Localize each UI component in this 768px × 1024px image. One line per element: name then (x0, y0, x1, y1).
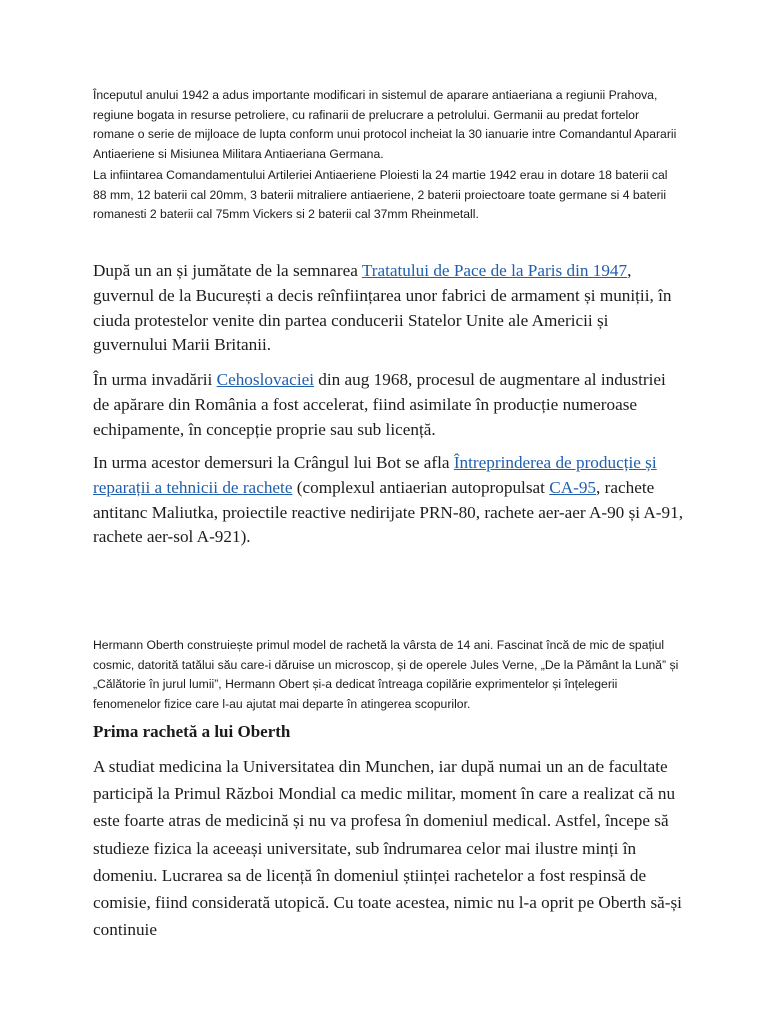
link-paris-peace-treaty[interactable]: Tratatului de Pace de la Paris din 1947 (361, 261, 628, 280)
text-segment: În urma invadării (93, 370, 217, 389)
link-cehoslovaciei[interactable]: Cehoslovaciei (216, 370, 314, 389)
link-ca-95[interactable]: CA-95 (549, 477, 597, 497)
text-segment: In urma acestor demersuri la Crângul lui Bot se afla (93, 453, 454, 472)
paragraph-paris-treaty (93, 259, 683, 358)
text-segment: (complexul antiaerian autopropulsat (292, 477, 550, 497)
paragraph-1942-defense: Începutul anului 1942 a adus importante modificari in sistemul de aparare antiaeriana a regiunii Prahova, regiune bogata in resurse petroliere, cu rafinarii de prelucrare a petrolului. Germanii au predat fortelor romane o serie de mijloace de lupta conform unui protocol incheiat la 30 ianuarie intre Comandantul Apararii Antiaeriene si Misiunea Militara Antiaeriana Germana. (93, 88, 677, 161)
text-segment: După un an și jumătate de la semnarea (93, 261, 362, 280)
text-segment: din aug 1968, procesul de augmentare al industriei de apărare din România a fost accelerat, fiind asimilate în producție numeroase echipamente, în concepție proprie sau sub licență. (93, 370, 666, 439)
paragraph-command-ploiesti: La infiintarea Comandamentului Artileriei Antiaeriene Ploiesti la 24 martie 1942 erau in dotare 18 baterii cal 88 mm, 12 baterii cal 20mm, 3 baterii mitraliere antiaeriene, 2 baterii proiectoare toate germane si 4 baterii romanesti 2 baterii cal 75mm Vickers si 2 baterii cal 37mm Rheinmetall. (93, 168, 668, 221)
section-heading: Prima rachetă a lui Oberth (93, 722, 291, 741)
paragraph-czechoslovakia (93, 368, 683, 442)
text-segment: , guvernul de la București a decis reînființarea unor fabrici de armament și muniții, în ciuda protestelor venite din partea conducerii Statelor Unite ale Americii și guvernului Marii Britanii. (93, 261, 672, 355)
link-intreprinderea-rachete[interactable]: Întreprinderea de producție și reparații a tehnicii de rachete (93, 453, 657, 497)
text-segment: , rachete antitanc Maliutka, proiectile reactive nedirijate PRN-80, rachete aer-aer A-90 și A-91, rachete aer-sol A-921). (93, 477, 683, 547)
paragraph-oberth-medicine: A studiat medicina la Universitatea din Munchen, iar după numai un an de facultate participă la Primul Război Mondial ca medic militar, moment în care a realizat că nu este foarte atras de medicină și nu va profesa în domeniul medical. Astfel, începe să studieze fizica la aceeași universitate, sub îndrumarea celor mai ilustre minți în domeniu. Lucrarea sa de licență în domeniul științei rachetelor a fost respinsă de comisie, fiind considerată utopică. Cu toate acestea, nimic nu l-a oprit pe Oberth să-și continuie (93, 757, 682, 940)
paragraph-oberth-intro: Hermann Oberth construiește primul model de rachetă la vârsta de 14 ani. Fascinat încă de mic de spațiul cosmic, datorită tatălui său care-i dăruise un microscop, și de operele Jules Verne, „De la Pământ la Lună” și „Călătorie în jurul lumii”, Hermann Obert și-a dedicat întreaga copilărie exprimentelor și înțelegerii fenomenelor fizice care l-au ajutat mai departe în atingerea scopurilor. (93, 638, 679, 711)
paragraph-crangul-lui-bot (93, 451, 683, 550)
